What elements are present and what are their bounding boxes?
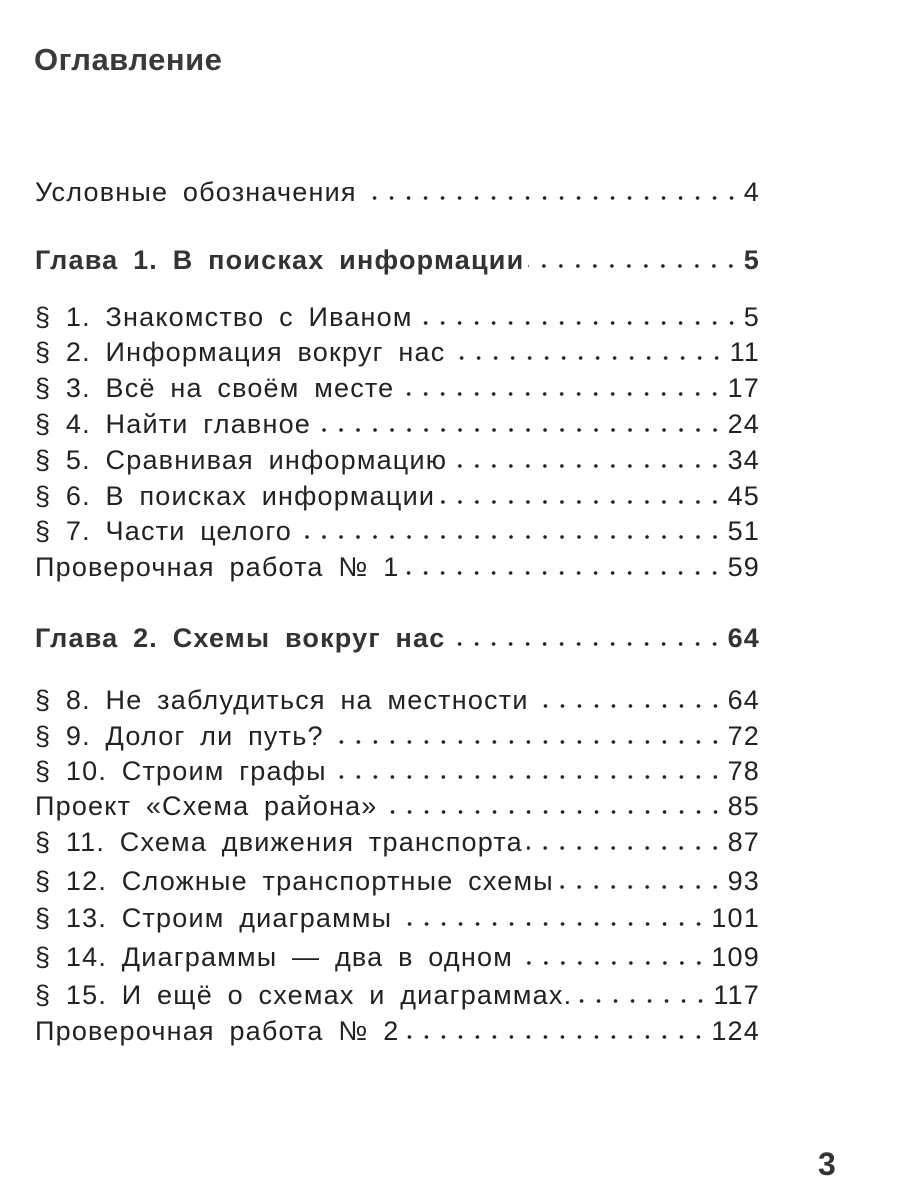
dot-leader [328,718,724,754]
toc-entry-label: § 10. Строим графы [35,755,327,786]
toc-entry-label: Условные обозначения [35,176,357,207]
dot-leader [403,1013,707,1049]
toc-entry-page: 51 [727,515,760,546]
toc-entry-page: 17 [727,372,760,403]
dot-leader [439,478,723,514]
toc-entry-label: § 14. Диаграммы — два в одном [35,941,513,972]
dot-leader [331,753,724,789]
toc-entry-page: 93 [727,865,760,896]
toc-entry-label: Проверочная работа № 2 [35,1015,400,1046]
dot-leader [361,174,740,210]
toc-entry-label: § 12. Сложные транспортные схемы [35,865,554,896]
toc-entry-label: § 15. И ещё о схемах и диаграммах. [35,979,573,1010]
toc-entry-page: 87 [727,826,760,857]
dot-leader [382,788,724,824]
toc-entry-label: Проверочная работа № 1 [35,551,400,582]
toc-entry-label: § 6. В поисках информации [35,480,436,511]
toc-entry-page: 59 [727,551,760,582]
dot-leader [528,242,739,278]
toc-entry-page: 4 [743,176,760,207]
toc-entry-page: 101 [711,902,760,933]
toc-entry-label: Глава 2. Схемы вокруг нас [35,622,446,653]
toc-entry-label: § 7. Части целого [35,515,293,546]
toc-entry-label: § 3. Всё на своём месте [35,372,395,403]
toc-entry-page: 64 [727,622,760,653]
toc-entry [35,478,760,514]
toc-entry-page: 117 [713,979,760,1010]
toc-entry-label: § 1. Знакомство с Иваном [35,301,413,332]
dot-leader [296,513,724,549]
toc-entry-label: § 9. Долог ли путь? [35,720,324,751]
toc-entry [35,753,760,789]
toc-entry-page: 5 [743,244,760,275]
dot-leader [403,549,723,585]
toc-entry [35,174,760,210]
toc-entry-label: § 11. Схема движения транспорта [35,826,523,857]
toc-entry [35,620,760,656]
toc-entry [35,242,760,278]
dot-leader [533,682,724,718]
toc-entry [35,1013,760,1049]
toc-entry [35,334,760,370]
toc-entry [35,299,760,335]
toc-entry [35,977,760,1013]
toc-entry-label: § 2. Информация вокруг нас [35,336,446,367]
toc-entry-page: 72 [727,720,760,751]
toc-entry [35,442,760,478]
toc-entry [35,549,760,585]
toc-entry-label: § 5. Сравнивая информацию [35,444,448,475]
toc-entry-page: 109 [711,941,760,972]
toc-entry [35,513,760,549]
dot-leader [315,406,724,442]
toc-entry [35,863,760,899]
dot-leader [449,620,723,656]
toc-entry [35,406,760,442]
toc-entry-label: § 8. Не заблудиться на местности [35,684,529,715]
toc-entry-page: 124 [711,1015,760,1046]
toc-entry [35,939,760,975]
toc-entry-label: Глава 1. В поисках информации [35,244,525,275]
toc-entry-page: 24 [727,408,760,439]
toc-entry-page: 45 [727,480,760,511]
toc-entry-page: 11 [729,336,760,367]
toc-entry-label: § 4. Найти главное [35,408,311,439]
toc-entry-label: § 13. Строим диаграммы [35,902,393,933]
toc-entry-page: 64 [727,684,760,715]
toc-entry-page: 34 [727,444,760,475]
toc-entry [35,900,760,936]
toc-entry-page: 85 [727,790,760,821]
toc-entry [35,682,760,718]
toc-entry-label: Проект «Схема района» [35,790,378,821]
dot-leader [449,334,725,370]
toc-entry [35,370,760,406]
dot-leader [527,824,724,860]
toc-entry-page: 78 [727,755,760,786]
dot-leader [398,370,723,406]
toc-entry-page: 5 [743,301,760,332]
page-title: Оглавление [34,42,223,77]
dot-leader [396,900,707,936]
dot-leader [558,863,724,899]
dot-leader [451,442,723,478]
dot-leader [576,977,709,1013]
toc-entry [35,824,760,860]
toc-entry [35,718,760,754]
dot-leader [517,939,707,975]
page-number: 3 [818,1146,836,1182]
toc-entry [35,788,760,824]
dot-leader [417,299,740,335]
